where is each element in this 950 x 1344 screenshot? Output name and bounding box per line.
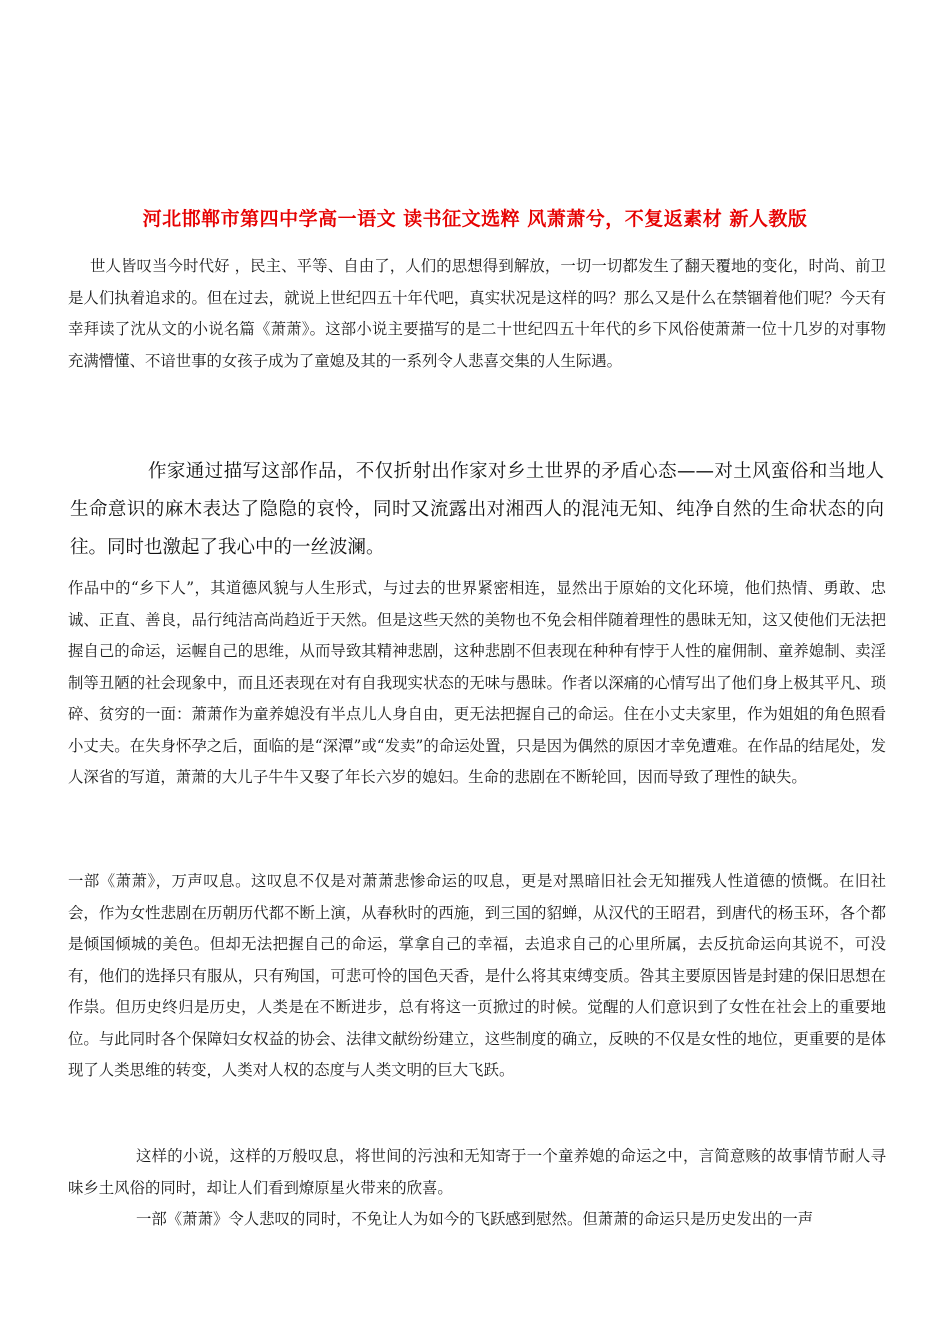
paragraph-author-intent: 作家通过描写这部作品，不仅折射出作家对乡土世界的矛盾心态——对土风蛮俗和当地人生命意识的麻木表达了隐隐的哀怜，同时又流露出对湘西人的混沌无知、纯净自然的生命状态的向往。同时也激起了我心中的一丝波澜。	[70, 461, 884, 558]
paragraph-rural-people: 作品中的“乡下人”，其道德风貌与人生形式，与过去的世界紧密相连，显然出于原始的文化环境，他们热情、勇敢、忠诚、正直、善良，品行纯洁高尚趋近于天然。但是这些天然的美物也不免会相伴随着理性的愚昧无知，这又使他们无法把握自己的命运，运幄自己的思维，从而导致其精神悲剧，这种悲剧不但表现在种种有悖于人性的雇佣制、童养媳制、卖淫制等丑陋的社会现象中，而且还表现在对有自我现实状态的无味与愚昧。作者以深痛的心情写出了他们身上极其平凡、琐碎、贫穷的一面：萧萧作为童养媳没有半点儿人身自由，更无法把握自己的命运。住在小丈夫家里，作为姐姐的角色照看小丈夫。在失身怀孕之后，面临的是“深潭”或“发卖”的命运处置，只是因为偶然的原因才幸免遭难。在作品的结尾处，发人深省的写道，萧萧的大儿子牛牛又娶了年长六岁的媳妇。生命的悲剧在不断轮回，因而导致了理性的缺失。	[68, 579, 886, 786]
paragraph-novel-summary: 这样的小说，这样的万般叹息，将世间的污浊和无知寄于一个童养媳的命运之中，言简意赅的故事情节耐人寻味乡土风俗的同时，却让人们看到燎原星火带来的欣喜。	[68, 1147, 886, 1197]
document-title: 河北邯郸市第四中学高一语文 读书征文选粹 风萧萧兮，不复返素材 新人教版	[142, 208, 808, 230]
paragraph-sigh: 一部《萧萧》，万声叹息。这叹息不仅是对萧萧悲惨命运的叹息，更是对黑暗旧社会无知摧残人性道德的愤慨。在旧社会，作为女性悲剧在历朝历代都不断上演，从春秋时的西施，到三国的貂蝉，从汉代的王昭君，到唐代的杨玉环，各个都是倾国倾城的美色。但却无法把握自己的命运，掌拿自己的幸福，去追求自己的心里所属，去反抗命运向其说不，可没有，他们的选择只有服从，只有殉国，可悲可怜的国色天香，是什么将其束缚变质。咎其主要原因皆是封建的保旧思想在作祟。但历史终归是历史，人类是在不断进步，总有将这一页掀过的时候。觉醒的人们意识到了女性在社会上的重要地位。与此同时各个保障妇女权益的协会、法律文献纷纷建立，这些制度的确立，反映的不仅是女性的地位，更重要的是体现了人类思维的转变，人类对人权的态度与人类文明的巨大飞跃。	[68, 872, 886, 1079]
paragraph-closing: 一部《萧萧》令人悲叹的同时，不免让人为如今的飞跃感到慰然。但萧萧的命运只是历史发出的一声	[136, 1210, 814, 1228]
paragraph-intro: 世人皆叹当今时代好 ，民主、平等、自由了，人们的思想得到解放，一切一切都发生了翻天覆地的变化，时尚、前卫是人们执着追求的。但在过去，就说上世纪四五十年代吧，真实状况是这样的吗？那么又是什么在禁锢着他们呢？今天有幸拜读了沈从文的小说名篇《萧萧》。这部小说主要描写的是二十世纪四五十年代的乡下风俗使萧萧一位十几岁的对事物充满懵懂、不谙世事的女孩子成为了童媳及其的一系列令人悲喜交集的人生际遇。	[68, 257, 886, 370]
